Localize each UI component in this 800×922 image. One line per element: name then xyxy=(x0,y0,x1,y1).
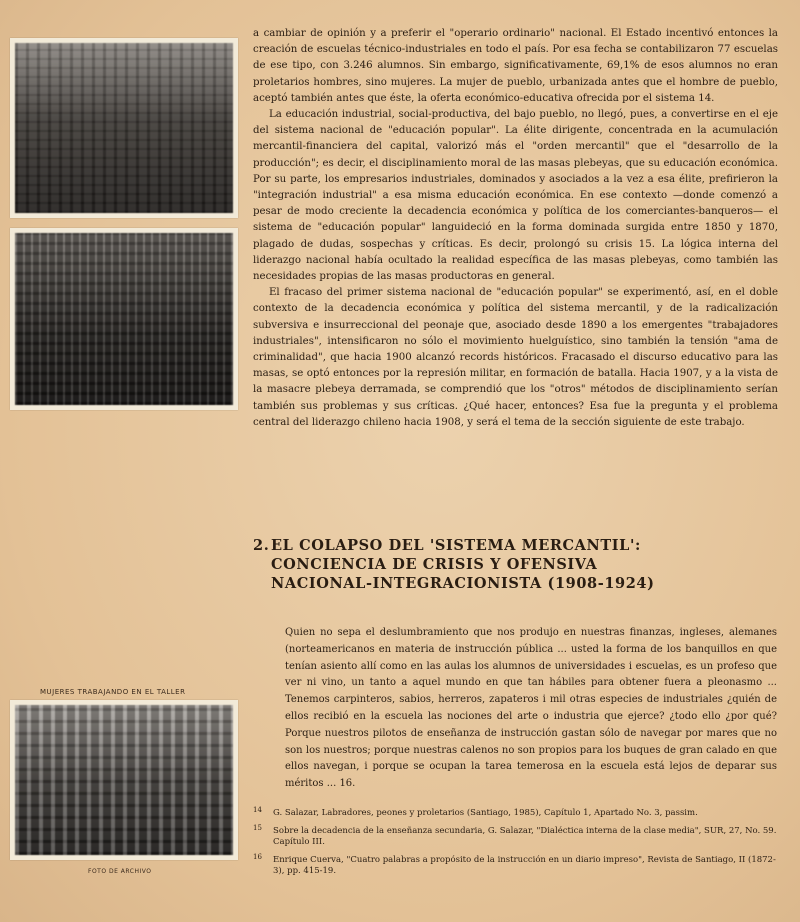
footnote xyxy=(253,808,778,820)
footnotes xyxy=(253,808,778,884)
body-paragraph: El fracaso del primer sistema nacional de "educación popular" se experimentó, así, en el doble contexto de la decadencia económica y política del sistema mercantil, y de la radicalización subversiva e insurreccional del peonaje que, asociado desde 1890 a los emergentes "trabajadores industriales", intensificaron no sólo el movimiento huelguístico, sino también la tensión "ama de criminalidad", que hacia 1900 alcanzó records históricos. Fracasado el discurso educativo para las masas, se optó entonces por la represión militar, en formación de batalla. Hacia 1907, y a la vista de la masacre plebeya derramada, se comprendió que los "otros" métodos de disciplinamiento serían también sus problemas y sus críticas. ¿Qué hacer, entonces? Esa fue la pregunta y el problema central del liderazgo chileno hacia 1908, y será el tema de la sección siguiente de este trabajo. xyxy=(253,287,778,428)
photo-caption-bottom: FOTO DE ARCHIVO xyxy=(88,868,152,875)
section-number: 2. xyxy=(253,537,270,554)
section-title-line: EL COLAPSO DEL 'SISTEMA MERCANTIL': xyxy=(271,537,641,554)
footnote-mark: 16 xyxy=(253,852,262,861)
historical-photo-women-workers xyxy=(10,700,238,860)
photo-image xyxy=(15,43,233,213)
body-paragraph: a cambiar de opinión y a preferir el "operario ordinario" nacional. El Estado incentivó entonces la creación de escuelas técnico-industriales en todo el país. Por esa fecha se contabilizaron 77 escuelas de ese tipo, con 3.246 alumnos. Sin embargo, significativamente, 69,1% de esos alumnos no eran proletarios hombres, sino mujeres. La mujer de pueblo, urbanizada antes que el hombre de pueblo, aceptó también antes que éste, la oferta económico-educativa ofrecida por el sistema 14. xyxy=(253,28,778,104)
footnote xyxy=(253,852,778,878)
footnote xyxy=(253,823,778,849)
photo-caption-top: MUJERES TRABAJANDO EN EL TALLER xyxy=(40,688,186,696)
historical-photo-workshop xyxy=(10,228,238,410)
photo-image xyxy=(15,233,233,405)
footnote-text: G. Salazar, Labradores, peones y proletarios (Santiago, 1985), Capítulo 1, Apartado No. 3, passim. xyxy=(273,808,698,818)
historical-photo-classroom xyxy=(10,38,238,218)
section-title-line: CONCIENCIA DE CRISIS Y OFENSIVA xyxy=(271,556,598,573)
footnote-mark: 14 xyxy=(253,806,262,814)
section-heading xyxy=(253,536,683,593)
footnote-text: Enrique Cuerva, "Cuatro palabras a propósito de la instrucción en un diario impreso", Revista de Santiago, II (1872-3), pp. 415-19. xyxy=(273,854,776,876)
photo-image xyxy=(15,705,233,855)
body-text-column xyxy=(253,26,778,431)
footnote-text: Sobre la decadencia de la enseñanza secundaria, G. Salazar, "Dialéctica interna de la clase media", SUR, 27, No. 59. Capítulo III. xyxy=(273,825,777,847)
block-quote: Quien no sepa el deslumbramiento que nos produjo en nuestras finanzas, ingleses, alemanes (norteamericanos en materia de instrucción pública ... usted la forma de los banquillos en que tenían asiento allí como en las aulas los alumnos de universidades i escuelas, es un profeso que ver ni vino, un tanto a aquel mundo en que tan hábiles para obtener fuera a pleonasmo ... Tenemos carpinteros, sabios, herreros, zapateros i mil otras especies de industriales ¿quién de ellos recibió en la escuela las nociones del arte o industria que ejerce? ¿todo ello ¿por qué? Porque nuestros pilotos de enseñanza de instrucción gastan sólo de navegar por mares que no son los nuestros; porque nuestras calenos no son propios para los buques de gran calado en que ellos navegan, i porque se ocupan la tarea temerosa en la escuela está lejos de deparar sus méritos ... 16. xyxy=(285,627,777,790)
footnote-mark: 15 xyxy=(253,823,262,832)
section-title-line: NACIONAL-INTEGRACIONISTA (1908-1924) xyxy=(271,575,655,592)
body-paragraph: La educación industrial, social-productiva, del bajo pueblo, no llegó, pues, a convertirse en el eje del sistema nacional de "educación popular". La élite dirigente, concentrada en la acumulación mercantil-financiera del capital, valorizó más el "orden mercantil" que el "desarrollo de la producción"; es decir, el disciplinamiento moral de las masas plebeyas, que su educación económica. Por su parte, los empresarios industriales, dominados y asociados a la vez a esa élite, prefirieron la "integración industrial" a esa misma educación económica. En ese contexto —donde comenzó a pesar de modo creciente la decadencia económica y política de los comerciantes-banqueros— el sistema de "educación popular" languideció en la forma dominada surgida entre 1850 y 1870, plagado de dudas, sospechas y críticas. Es decir, prolongó su crisis 15. La lógica interna del liderazgo nacional había ocultado la realidad específica de las masas plebeyas, como también las necesidades propias de las masas productoras en general. xyxy=(253,109,778,283)
